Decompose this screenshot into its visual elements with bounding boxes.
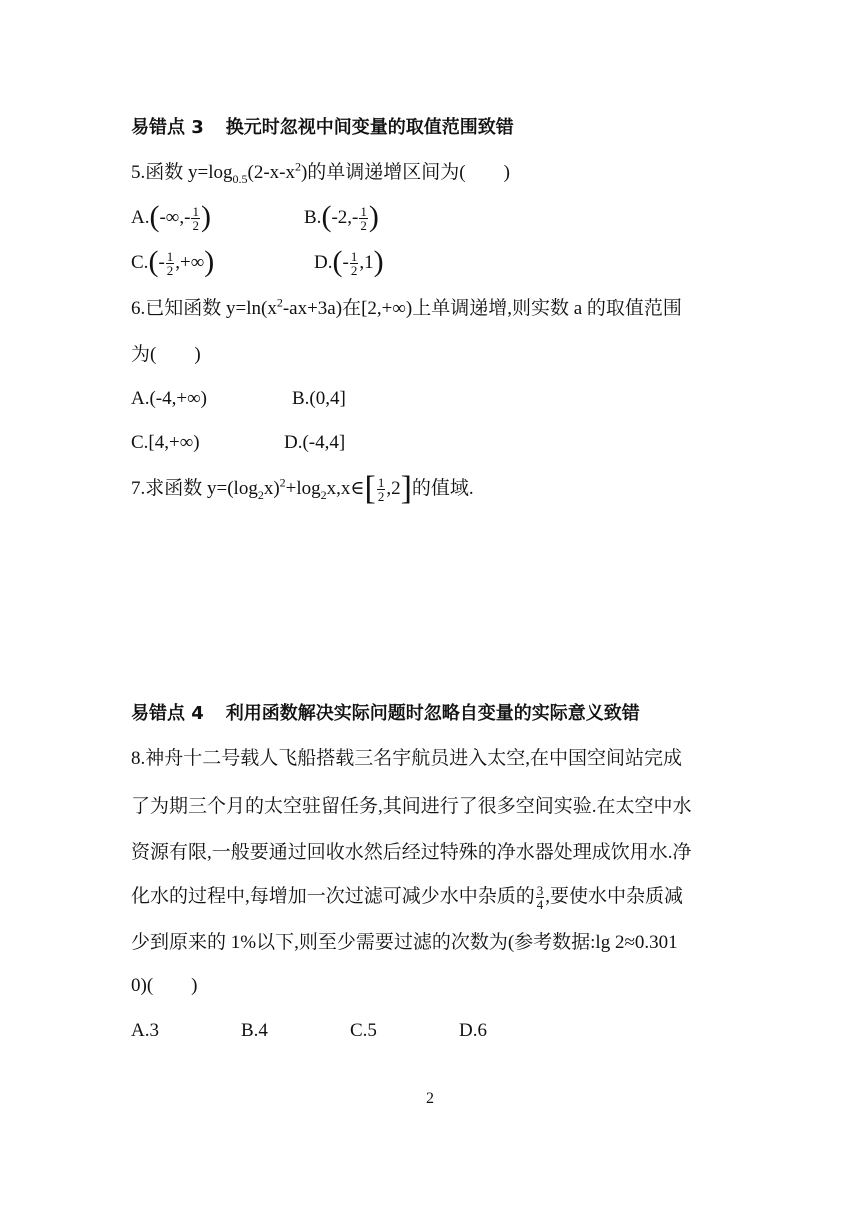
option-8c: C.5 — [350, 1020, 377, 1041]
paren-close: ) — [368, 200, 379, 233]
section-label: 易错点 4 — [131, 703, 204, 724]
section-label: 易错点 3 — [131, 117, 204, 138]
option-6a: A.(-4,+∞) — [131, 388, 207, 409]
option-6d: D.(-4,4] — [284, 432, 346, 453]
option-5c — [131, 245, 215, 279]
section-heading-3 — [131, 115, 514, 141]
question-8-line6: 0)( ) — [131, 975, 198, 996]
denominator: 2 — [166, 263, 174, 279]
subscript: 2 — [320, 487, 327, 502]
question-8-line2: 了为期三个月的太空驻留任务,其间进行了很多空间实验.在太空中水 — [131, 796, 692, 817]
numerator: 1 — [360, 204, 367, 220]
stem-text: ,2 — [386, 478, 401, 499]
question-8-line5: 少到原来的 1%以下,则至少需要过滤的次数为(参考数据:lg 2≈0.301 — [131, 932, 678, 953]
bracket-open: [ — [364, 470, 376, 507]
numerator: 1 — [166, 249, 174, 265]
fraction — [191, 205, 200, 232]
denominator: 2 — [350, 263, 358, 279]
option-8d: D.6 — [459, 1020, 487, 1041]
denominator: 4 — [536, 897, 544, 913]
paren-close: ) — [373, 245, 384, 278]
option-text: ,+∞ — [175, 252, 205, 273]
stem-text: x) — [263, 478, 280, 499]
option-text: ,1 — [359, 252, 374, 273]
subscript: 0.5 — [232, 171, 248, 186]
paren-open: ( — [148, 245, 159, 278]
question-8-line1: 8.神舟十二号载人飞船搭载三名宇航员进入太空,在中国空间站完成 — [131, 748, 683, 769]
question-8-line3: 资源有限,一般要通过回收水然后经过特殊的净水器处理成饮用水.净 — [131, 842, 692, 863]
paren-close: ) — [204, 245, 215, 278]
numerator: 3 — [536, 883, 544, 899]
stem-text: 的值域. — [411, 478, 474, 499]
question-6-stem — [131, 296, 682, 322]
option-6b: B.(0,4] — [292, 388, 346, 409]
option-text: -∞,- — [159, 207, 191, 228]
option-5a — [131, 200, 211, 234]
section-heading-4 — [131, 701, 640, 727]
fraction — [359, 205, 368, 232]
option-letter: C. — [131, 252, 149, 273]
stem-text: x,x∈ — [326, 478, 365, 499]
numerator: 1 — [192, 204, 199, 220]
numerator: 1 — [377, 475, 385, 491]
fraction — [536, 884, 545, 911]
bracket-close: ] — [400, 470, 412, 507]
question-6-stem-line2: 为( ) — [131, 344, 201, 365]
denominator: 2 — [377, 489, 385, 505]
stem-text: )的单调递增区间为( ) — [300, 162, 510, 183]
option-text: - — [342, 252, 349, 273]
option-5d — [314, 245, 384, 279]
option-8b: B.4 — [241, 1020, 268, 1041]
stem-text: -ax+3a)在[2,+∞)上单调递增,则实数 a 的取值范围 — [282, 298, 682, 319]
paren-open: ( — [321, 200, 332, 233]
fraction — [350, 250, 359, 277]
option-5b — [304, 200, 379, 234]
option-6c: C.[4,+∞) — [131, 432, 200, 453]
numerator: 1 — [350, 249, 358, 265]
option-letter: D. — [314, 252, 333, 273]
option-8a: A.3 — [131, 1020, 159, 1041]
superscript: 2 — [294, 159, 301, 174]
question-5-stem — [131, 160, 510, 186]
stem-text: ,要使水中杂质减 — [545, 886, 684, 907]
paren-close: ) — [200, 200, 211, 233]
question-7-stem — [131, 470, 474, 507]
paren-open: ( — [149, 200, 160, 233]
page-number: 2 — [426, 1090, 434, 1107]
stem-text: 化水的过程中,每增加一次过滤可减少水中杂质的 — [131, 886, 535, 907]
denominator: 2 — [360, 218, 367, 234]
stem-text: +log — [285, 478, 321, 499]
fraction — [166, 250, 175, 277]
fraction — [377, 476, 386, 503]
denominator: 2 — [192, 218, 199, 234]
question-8-line4 — [131, 884, 683, 911]
option-letter: B. — [304, 207, 322, 228]
stem-text: 6.已知函数 y=ln(x — [131, 298, 277, 319]
paren-open: ( — [332, 245, 343, 278]
option-letter: A. — [131, 207, 150, 228]
stem-text: 5.函数 y=log — [131, 162, 233, 183]
stem-text: (2-x-x — [247, 162, 295, 183]
stem-text: 7.求函数 y=(log — [131, 478, 258, 499]
section-title: 换元时忽视中间变量的取值范围致错 — [225, 117, 514, 138]
superscript: 2 — [279, 475, 286, 490]
section-title: 利用函数解决实际问题时忽略自变量的实际意义致错 — [225, 703, 640, 724]
subscript: 2 — [257, 487, 264, 502]
option-text: - — [158, 252, 165, 273]
option-text: -2,- — [331, 207, 359, 228]
superscript: 2 — [276, 295, 283, 310]
